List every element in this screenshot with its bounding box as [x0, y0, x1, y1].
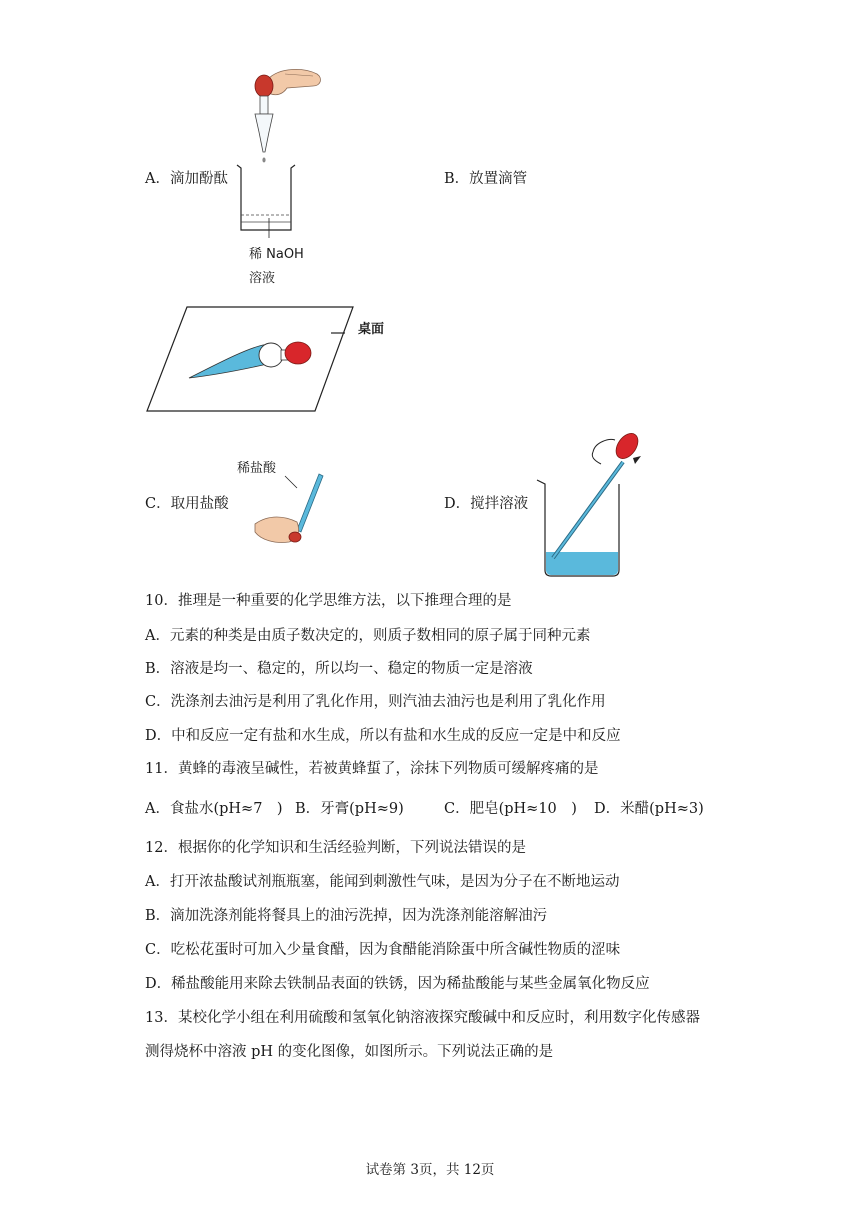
page-footer: 试卷第 3页，共 12页: [365, 1162, 495, 1178]
q10-option-d: D．中和反应一定有盐和水生成，所以有盐和水生成的反应一定是中和反应: [145, 728, 621, 744]
q12-option-a: A．打开浓盐酸试剂瓶瓶塞，能闻到刺激性气味，是因为分子在不断地运动: [145, 874, 620, 890]
q10-option-b: B．溶液是均一、稳定的，所以均一、稳定的物质一定是溶液: [145, 661, 533, 677]
dropper-in-hand-illustration: [235, 460, 335, 550]
q10-stem: 10．推理是一种重要的化学思维方法，以下推理合理的是: [145, 593, 512, 609]
option-b-figure: [145, 305, 395, 415]
q12-option-d: D．稀盐酸能用来除去铁制品表面的铁锈，因为稀盐酸能与某些金属氧化物反应: [145, 976, 650, 992]
dilute-hcl-label: 稀盐酸: [237, 461, 277, 476]
option-d-label: D．搅拌溶液: [444, 496, 529, 512]
q11-option-b: B．牙膏(pH≈9): [295, 801, 404, 817]
q13-stem-line1: 13．某校化学小组在利用硫酸和氢氧化钠溶液探究酸碱中和反应时，利用数字化传感器: [145, 1010, 700, 1026]
q11-option-a: A．食盐水(pH≈7 ): [145, 801, 283, 817]
option-a-figure: [225, 60, 345, 290]
q12-option-b: B．滴加洗涤剂能将餐具上的油污洗掉，因为洗涤剂能溶解油污: [145, 908, 548, 924]
desk-label: 桌面: [358, 322, 385, 337]
q13-stem-line2: 测得烧杯中溶液 pH 的变化图像，如图所示。下列说法正确的是: [145, 1044, 554, 1060]
q12-stem: 12．根据你的化学知识和生活经验判断，下列说法错误的是: [145, 840, 526, 856]
dropper-stirring-illustration: [535, 428, 645, 578]
option-d-figure: [535, 428, 645, 578]
naoh-label-line1: 稀 NaOH: [249, 247, 304, 262]
q12-option-c: C．吃松花蛋时可加入少量食醋，因为食醋能消除蛋中所含碱性物质的涩味: [145, 942, 621, 958]
naoh-label-line2: 溶液: [249, 271, 276, 286]
q11-stem: 11．黄蜂的毒液呈碱性，若被黄蜂蜇了，涂抹下列物质可缓解疼痛的是: [145, 761, 599, 777]
option-c-label: C．取用盐酸: [145, 496, 229, 512]
option-c-figure: [235, 460, 335, 550]
q11-option-c: C．肥皂(pH≈10 ): [444, 801, 577, 817]
option-b-label: B．放置滴管: [444, 171, 528, 187]
option-a-label: A．滴加酚酞: [145, 171, 228, 187]
q11-option-d: D．米醋(pH≈3): [594, 801, 704, 817]
q10-option-a: A．元素的种类是由质子数决定的，则质子数相同的原子属于同种元素: [145, 628, 591, 644]
q10-option-c: C．洗涤剂去油污是利用了乳化作用，则汽油去油污也是利用了乳化作用: [145, 694, 606, 710]
